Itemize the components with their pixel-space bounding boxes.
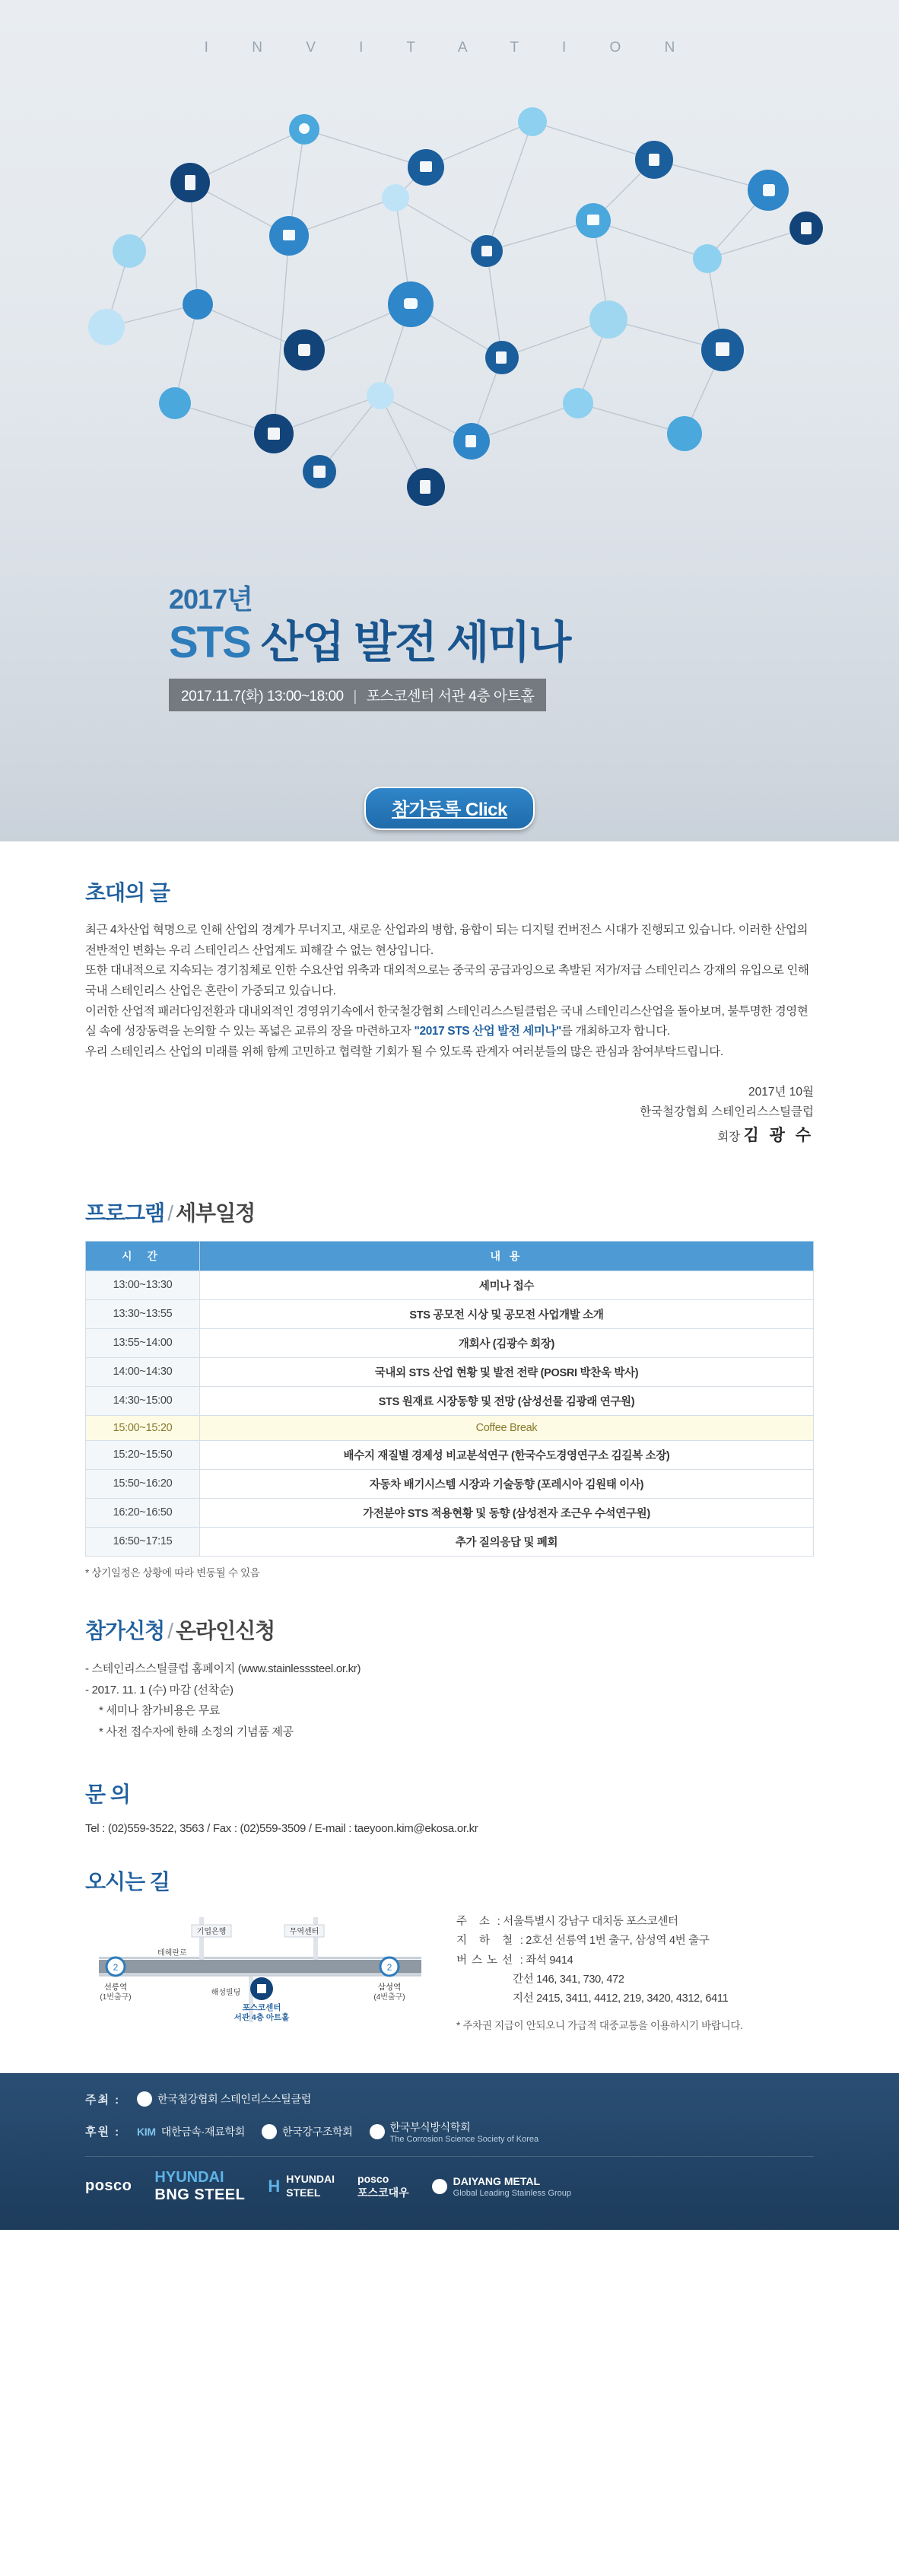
signature-block [85,1083,814,1150]
supporter-name-wrap [390,2120,539,2144]
column-header-content: 내 용 [200,1241,814,1271]
host-chip [137,2091,311,2107]
sponsor-name: posco [85,2177,132,2195]
invitation-wordmark: I N V I T A T I O N [204,40,695,56]
subway-label: 지 하 철 [456,1935,518,1948]
document-body [0,841,899,2073]
footer-support-row [85,2120,814,2144]
daiyang-logo-icon [432,2179,447,2194]
list-item: - 스테인리스스틸클럽 홈페이지 (www.stainlesssteel.or.kr) [85,1662,361,1675]
footer-host-row [85,2091,814,2107]
hero-text-block [169,578,570,711]
svg-text:포스코센터: 포스코센터 [242,2002,281,2012]
row-desc: 가전분야 STS 적용현황 및 동향 (삼성전자 조근우 수석연구원) [200,1498,814,1527]
program-note: * 상기일정은 상황에 따라 변동될 수 있음 [85,1566,260,1579]
supporter-name: 대한금속·재료학회 [160,2125,245,2138]
table-row [86,1440,814,1469]
bus-value: : 좌석 9414 [519,1954,573,1967]
list-item: - 2017. 11. 1 (수) 마감 (선착순) [85,1683,233,1697]
table-row [86,1271,814,1299]
inquiry-heading: 문 의 [85,1782,130,1806]
sponsor-list [85,2169,814,2204]
sponsor-name-2: Global Leading Stainless Group [453,2188,571,2198]
subway-row [456,1932,743,1951]
supporter-item [262,2124,353,2139]
host-label: 주최 : [85,2093,121,2107]
supporter-logo-icon [262,2124,277,2139]
row-time: 13:00~13:30 [86,1271,200,1299]
row-desc: 세미나 접수 [200,1271,814,1299]
svg-text:선릉역: 선릉역 [103,1982,128,1992]
hero-year: 2017년 [169,584,253,615]
signature-org: 한국철강협회 스테인리스스틸클럽 [640,1105,814,1118]
location-map [85,1910,435,2050]
svg-text:(1번출구): (1번출구) [100,1992,132,2002]
bus-line-2: 지선 2415, 3411, 4412, 219, 3420, 4312, 6411 [513,1992,729,2005]
address-row [456,1913,743,1932]
invite-p3-a: 이러한 산업적 패러다임전환과 대내외적인 경영위기속에서 한국철강협회 스테인리스스틸클럽은 국내 스테인리스산업을 돌아보며, 불투명한 경영현실 속에 성장동력을 논의할 수 있는 폭넓은 교류의 장을 마련하고자 [85,1004,808,1038]
apply-heading-main: 참가신청 [85,1618,165,1643]
row-time: 14:00~14:30 [86,1357,200,1386]
host-name: 한국철강협회 스테인리스스틸클럽 [157,2093,311,2106]
invite-paragraph-4: 우리 스테인리스 산업의 미래를 위해 함께 고민하고 협력할 기회가 될 수 있도록 관계자 여러분들의 많은 관심과 참여부탁드립니다. [85,1045,723,1058]
address-value: : 서울특별시 강남구 대치동 포스코센터 [497,1915,678,1928]
supporter-mark: KIM [137,2125,156,2138]
supporter-logo-icon [370,2124,385,2139]
hero-title-part2: 산업 발전 세미나 [260,618,570,667]
sponsor-name: HYUNDAI [286,2172,335,2185]
h-mark-icon: H [268,2176,281,2196]
sponsor-name-2: BNG STEEL [154,2186,246,2203]
sponsor-name: HYUNDAI [154,2168,224,2186]
row-time: 16:50~17:15 [86,1527,200,1556]
apply-list [85,1658,814,1743]
program-heading-sub: 세부일정 [175,1201,256,1225]
invite-paragraph-3 [85,1002,814,1042]
supporter-item [137,2124,245,2139]
sponsor-name-group [286,2173,335,2200]
host-logo-icon [137,2091,152,2107]
sponsor-name: posco [357,2172,389,2185]
row-desc: 국내외 STS 산업 현황 및 발전 전략 (POSRI 박찬욱 박사) [200,1357,814,1386]
row-desc: 배수지 재질별 경제성 비교분석연구 (한국수도경영연구소 김길복 소장) [200,1440,814,1469]
sponsor-name: DAIYANG METAL [453,2174,540,2187]
sponsor-daiyang-metal [432,2175,571,2198]
row-desc: Coffee Break [200,1415,814,1440]
sponsor-posco [85,2177,132,2195]
row-time: 15:00~15:20 [86,1415,200,1440]
hero-datetime-bar [169,679,546,711]
hero-banner [0,0,899,776]
sponsor-posco-daewoo [357,2173,409,2200]
row-desc: 개회사 (김광수 회장) [200,1328,814,1357]
program-heading-slash: / [167,1201,173,1225]
signature-date: 2017년 10월 [748,1085,814,1099]
invite-text [85,921,814,1063]
row-time: 14:30~15:00 [86,1386,200,1415]
sponsor-name-2: 포스코대우 [357,2186,409,2199]
program-table [85,1241,814,1557]
table-row-coffee-break [86,1415,814,1440]
directions-info [456,1910,743,2035]
hero-title-part1: STS [169,618,261,667]
table-row [86,1386,814,1415]
program-heading-main: 프로그램 [85,1201,165,1225]
supporter-list [137,2120,538,2144]
column-header-time: 시 간 [86,1241,200,1271]
parking-note: * 주차권 지급이 안되오니 가급적 대중교통을 이용하시기 바랍니다. [456,2019,743,2031]
hero-title [169,620,570,666]
supporter-name: 한국강구조학회 [281,2125,353,2138]
table-row [86,1357,814,1386]
support-label: 후원 : [85,2126,121,2139]
row-desc: STS 원재료 시장동향 및 전망 (삼성선물 김광래 연구원) [200,1386,814,1415]
list-item: * 사전 접수자에 한해 소정의 기념품 제공 [99,1725,294,1739]
table-header-row [86,1241,814,1271]
row-time: 16:20~16:50 [86,1498,200,1527]
table-row [86,1527,814,1556]
row-desc: STS 공모전 시상 및 공모전 사업개발 소개 [200,1299,814,1328]
invite-heading: 초대의 글 [85,881,170,905]
signature-name: 김 광 수 [743,1127,814,1145]
supporter-item [370,2120,539,2144]
svg-text:삼성역: 삼성역 [377,1982,402,1992]
svg-text:2: 2 [113,1961,119,1973]
invite-paragraph-1: 최근 4차산업 혁명으로 인해 산업의 경계가 무너지고, 새로운 산업과의 병합, 융합이 되는 디지털 컨버전스 시대가 진행되고 있습니다. 이러한 산업의 전반적인 변화는 우리 스테인리스 산업계도 피해갈 수 없는 현상입니다. [85,924,808,957]
row-time: 13:30~13:55 [86,1299,200,1328]
supporter-subtitle: The Corrosion Science Society of Korea [389,2134,539,2144]
program-heading [85,1197,814,1227]
sponsor-name-group [357,2173,409,2200]
sponsor-hyundai-steel [268,2173,335,2200]
row-time: 15:50~16:20 [86,1469,200,1498]
apply-heading-slash: / [167,1618,173,1643]
sponsor-hyundai-bng [154,2169,245,2204]
bus-row [456,1951,743,1970]
address-label: 주 소 [456,1915,495,1928]
table-row [86,1328,814,1357]
svg-text:(4번출구): (4번출구) [373,1992,405,2002]
table-row [86,1299,814,1328]
program-table-body [86,1271,814,1556]
bus-label: 버스노선 [456,1954,518,1967]
row-desc: 자동차 배기시스템 시장과 기술동향 (포레시아 김원태 이사) [200,1469,814,1498]
register-section [0,776,899,841]
footer-divider [85,2156,814,2157]
footer [0,2073,899,2230]
network-illustration [0,76,899,548]
signature-line [85,1122,814,1150]
svg-text:2: 2 [386,1961,392,1973]
sponsor-name-group [453,2175,571,2198]
supporter-name: 한국부식방식학회 [389,2120,471,2133]
signature-role: 회장 [717,1131,741,1144]
list-item: * 세미나 참가비용은 무료 [99,1704,221,1718]
subway-value: : 2호선 선릉역 1번 출구, 삼성역 4번 출구 [519,1935,710,1948]
register-button[interactable]: 참가등록 Click [364,787,535,830]
hero-date: 2017.11.7(화) 13:00~18:00 [181,688,344,704]
hero-place: 포스코센터 서관 4층 아트홀 [366,688,535,704]
svg-text:기업은행: 기업은행 [196,1927,227,1936]
row-time: 15:20~15:50 [86,1440,200,1469]
invite-paragraph-2: 또한 대내적으로 지속되는 경기침체로 인한 수요산업 위축과 대외적으로는 중국의 공급과잉으로 촉발된 저가/저급 스테인리스 강재의 유입으로 인해 국내 스테인리스 산업은 혼란이 가중되고 있습니다. [85,964,809,997]
directions-heading: 오시는 길 [85,1869,170,1894]
row-desc: 추가 질의응답 및 폐회 [200,1527,814,1556]
invite-seminar-name: "2017 STS 산업 발전 세미나" [414,1025,561,1038]
bus-line-1: 간선 146, 341, 730, 472 [513,1973,624,1986]
hero-bar-separator: | [353,688,357,704]
table-row [86,1498,814,1527]
invite-p3-b: 를 개최하고자 합니다. [561,1025,670,1038]
svg-text:테헤란로: 테헤란로 [157,1948,187,1957]
apply-heading-sub: 온라인신청 [175,1618,275,1643]
table-row [86,1469,814,1498]
inquiry-contact-line: Tel : (02)559-3522, 3563 / Fax : (02)559-3509 / E-mail : taeyoon.kim@ekosa.or.kr [85,1821,478,1835]
svg-text:해성빌딩: 해성빌딩 [211,1988,241,1997]
row-time: 13:55~14:00 [86,1328,200,1357]
svg-text:무역센터: 무역센터 [289,1927,319,1936]
directions-row [85,1910,814,2050]
apply-heading [85,1614,814,1645]
sponsor-name-2: STEEL [286,2186,321,2199]
sponsor-name-group [154,2169,245,2204]
svg-text:서관 4층 아트홀: 서관 4층 아트홀 [233,2012,290,2022]
